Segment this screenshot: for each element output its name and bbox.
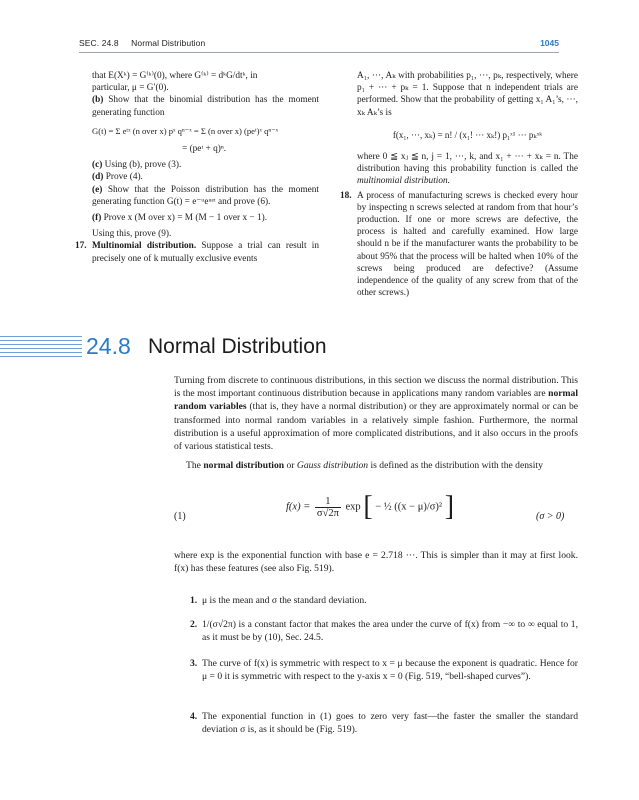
def-bold-term: normal distribution (203, 460, 285, 471)
def-text-c: is defined as the distribution with the density (370, 460, 543, 471)
item-d (92, 171, 319, 183)
right-column (340, 70, 578, 299)
feature-2-text: 1/(σ√2π) is a constant factor that makes the area under the curve of f(x) from −∞ to ∞ equal to 1, as it must be by (10), Sec. 24.5. (202, 619, 578, 644)
item-d-label: (d) (92, 172, 104, 183)
section-decoration-lines (0, 336, 82, 360)
right-bracket: ] (444, 491, 455, 522)
item-c-text: Using (b), prove (3). (104, 160, 182, 171)
definition-paragraph (174, 459, 578, 472)
left-bracket: [ (363, 491, 373, 522)
exp-paragraph (174, 549, 578, 575)
feature-1-text: μ is the mean and σ the standard deviation. (202, 595, 367, 606)
item-b (92, 94, 319, 118)
equation-1-denominator: σ√2π (316, 507, 339, 519)
mgf-equation-line-2: = (peᵗ + q)ⁿ. (182, 144, 227, 155)
def-text-b: or (286, 460, 295, 471)
item-e (92, 184, 319, 208)
problem-17-text: Suppose a trial can result in precisely one of k mutually exclusive events (92, 241, 320, 264)
right-para-1: A₁, ···, Aₖ with probabilities p₁, ···, pₖ, respectively, where p₁ + ··· + pₖ = 1. Suppose that n independent trials are performed. Show that the probability of getting x₁ A₁’s, ···, xₖ Aₖ’s is (357, 71, 578, 118)
intro-text-a: Turning from discrete to continuous distributions, in this section we discuss the normal distribution. This is the most important continuous distribution because in applications many random variables are (174, 375, 578, 400)
problem-18 (340, 190, 578, 300)
item-e-text: Show that the Poisson distribution has the moment generating function G(t) = e⁻ᵘeᵘᵉᵗ and prove (6). (92, 184, 320, 207)
feature-4-text: The exponential function in (1) goes to zero very fast—the faster the smaller the standard deviation σ is, as it should be (Fig. 519). (202, 711, 578, 736)
exp-paragraph-text: where exp is the exponential function with base e = 2.718 ···. This is simpler than it may at first look. f(x) has these features (see also Fig. 519). (174, 550, 578, 575)
equation-1-label: (1) (174, 511, 186, 522)
item-d-text: Prove (4). (105, 172, 143, 183)
problem-17-title: Multinomial distribution. (92, 241, 197, 252)
section-title: Normal Distribution (148, 335, 327, 358)
right-para-2 (357, 151, 578, 188)
section-number: 24.8 (86, 333, 131, 359)
feature-3-text: The curve of f(x) is symmetric with respect to x = μ because the exponent is quadratic. Hence for μ = 0 it is symmetric with respect to the y-axis x = 0 (Fig. 519, “bell-shaped curves”). (202, 658, 578, 683)
using-this: Using this, prove (9). (92, 229, 172, 240)
equation-1-lhs: f(x) = (286, 501, 311, 513)
item-b-label: (b) (92, 95, 104, 106)
multinomial-equation: f(x₁, ···, xₖ) = n! / (x₁! ··· xₖ!) p₁ˣ¹ ··· pₖˣᵏ (392, 129, 543, 140)
item-c (92, 159, 319, 171)
header-section-ref: SEC. 24.8 (79, 38, 119, 48)
header-section-name: Normal Distribution (131, 38, 206, 48)
feature-item-4 (190, 710, 578, 736)
running-header (79, 38, 205, 48)
intro-text-b: (that is, they have a normal distribution) or they are approximately normal or can be transformed into normal random variables in a relatively simple fashion. Furthermore, the normal distribution is a useful approximation of more complicated distributions, and it also occurs in the proofs of various statistical tests. (174, 401, 578, 453)
feature-4-number: 4. (190, 711, 198, 722)
mgf-equation-line-1: G(t) = Σ eᵗˣ (n over x) pˣ qⁿ⁻ˣ = Σ (n over x) (peᵗ)ˣ qⁿ⁻ˣ (92, 125, 279, 136)
page-number: 1045 (540, 38, 559, 48)
equation-1-exp: exp (345, 501, 361, 513)
equation-1-condition: (σ > 0) (536, 511, 565, 522)
feature-item-2 (190, 618, 578, 644)
def-text-a: The (186, 460, 201, 471)
intro-paragraph (174, 374, 578, 453)
equation-1-exponent: − ½ ((x − μ)/σ)² (375, 501, 443, 513)
item-e-label: (e) (92, 184, 103, 195)
problem-18-number: 18. (340, 190, 352, 201)
feature-item-3 (190, 657, 578, 683)
header-rule (79, 52, 559, 53)
feature-1-number: 1. (190, 595, 198, 606)
feature-3-number: 3. (190, 658, 198, 669)
problem-17 (75, 240, 320, 264)
item-c-label: (c) (92, 160, 103, 171)
item-f-text: Prove x (M over x) = M (M − 1 over x − 1). (103, 213, 268, 224)
equation-1-fraction (315, 496, 341, 519)
equation-1-numerator: 1 (315, 496, 341, 508)
equation-1 (286, 493, 454, 521)
item-f (92, 212, 319, 224)
feature-2-number: 2. (190, 619, 198, 630)
feature-item-1 (190, 594, 578, 607)
left-line-1: that E(Xᵏ) = G⁽ᵏ⁾(0), where G⁽ᵏ⁾ = dᵏG/dtᵏ, in (92, 71, 258, 81)
item-f-label: (f) (92, 213, 102, 224)
problem-18-text: A process of manufacturing screws is checked every hour by inspecting n screws selected at random from that hour’s production. If one or more screws are defective, the process is halted and carefully examined. How large should n be if the manufacturer wants the probability to be about 95% that the process will be halted when 10% of the screws being produced are defective? (Assume independence of the quality of any screw from that of the other screws.) (357, 190, 578, 299)
def-gauss-term: Gauss distribution (296, 460, 369, 471)
intro-bold-term: normal random variables (174, 388, 579, 413)
problem-17-number: 17. (75, 241, 87, 252)
item-b-text: Show that the binomial distribution has the moment generating function (92, 95, 319, 118)
left-column (75, 70, 320, 265)
left-line-2: particular, μ = G′(0). (92, 83, 169, 94)
right-para-2-text: where 0 ≦ xⱼ ≦ n, j = 1, ···, k, and x₁ + ··· + xₖ = n. The distribution having this probability function is called the (357, 152, 578, 175)
multinomial-term: multinomial distribution. (357, 176, 450, 187)
